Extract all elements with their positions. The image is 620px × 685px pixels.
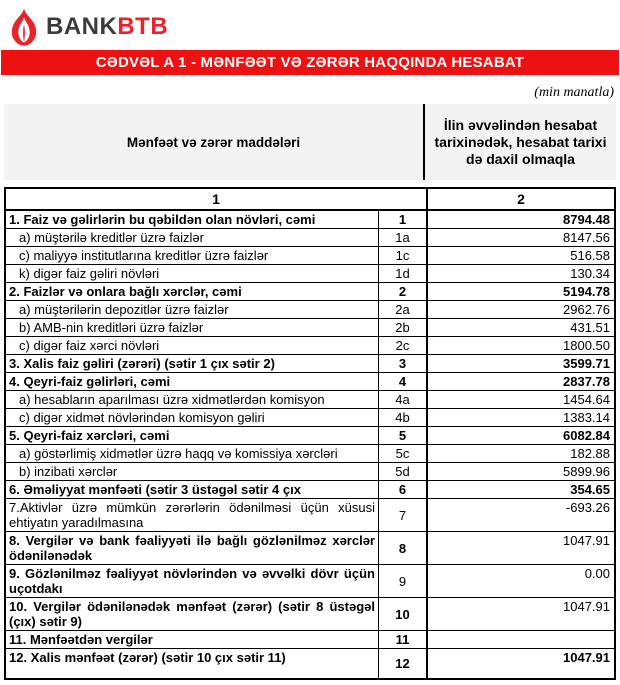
row-value: 354.65 <box>426 481 614 498</box>
row-label: 3. Xalis faiz gəliri (zərəri) (sətir 1 çıx sətir 2) <box>9 356 275 371</box>
logo-bank-word: BANK <box>46 13 118 40</box>
row-value: 431.51 <box>426 319 614 336</box>
row-number: 2a <box>378 301 426 318</box>
table-row <box>6 373 614 391</box>
row-value: 6082.84 <box>426 427 614 444</box>
table-row <box>6 445 614 463</box>
row-value: 1047.91 <box>426 532 614 564</box>
row-label: a) hesabların aparılması üzrə xidmətlərdən komisyon <box>19 392 325 407</box>
row-label: 8. Vergilər və bank fəaliyyəti ilə bağlı gözlənilməz xərclər ödənilənədək <box>9 533 375 563</box>
row-label: 10. Vergilər ödənilənədək mənfəət (zərər) (sətir 8 üstəgəl (çıx) sətir 9) <box>9 599 375 629</box>
row-value: 130.34 <box>426 265 614 282</box>
bank-logo-text <box>46 8 168 46</box>
row-number: 4 <box>378 373 426 390</box>
row-label: b) AMB-nin kreditləri üzrə faizlər <box>19 320 204 335</box>
row-value <box>426 631 614 648</box>
column-header-period: İlin əvvəlindən hesabat tarixinədək, hesabat tarixi də daxil olmaqla <box>423 104 616 180</box>
report-title: CƏDVƏL A 1 - MƏNFƏƏT VƏ ZƏRƏR HAQQINDA HESABAT <box>95 54 525 71</box>
flame-drop-icon <box>8 7 40 47</box>
table-row <box>6 355 614 373</box>
row-value: 1047.91 <box>426 649 614 678</box>
table-row <box>6 319 614 337</box>
table-row <box>6 211 614 229</box>
row-number: 8 <box>378 532 426 564</box>
table-row <box>6 283 614 301</box>
row-number: 2b <box>378 319 426 336</box>
row-number: 5d <box>378 463 426 480</box>
row-number: 6 <box>378 481 426 498</box>
row-number: 11 <box>378 631 426 648</box>
index-row <box>6 189 614 211</box>
row-label: c) digər xidmət növlərindən komisyon gəliri <box>19 410 265 425</box>
row-value: -693.26 <box>426 499 614 531</box>
row-number: 9 <box>378 565 426 597</box>
row-number: 5c <box>378 445 426 462</box>
row-number: 1 <box>378 211 426 228</box>
row-label: a) göstərlimiş xidmətlər üzrə haqq və komissiya xərcləri <box>19 446 338 461</box>
row-label: 6. Əməliyyat mənfəəti (sətir 3 üstəgəl sətir 4 çıx <box>9 482 301 497</box>
table-row <box>6 229 614 247</box>
row-number: 1c <box>378 247 426 264</box>
row-label: 12. Xalis mənfəət (zərər) (sətir 10 çıx sətir 11) <box>9 650 286 665</box>
row-value: 5899.96 <box>426 463 614 480</box>
profit-loss-table <box>4 187 616 680</box>
row-value: 182.88 <box>426 445 614 462</box>
row-label: c) maliyyə institutlarına kreditlər üzrə faizlər <box>19 248 269 263</box>
row-number: 2 <box>378 283 426 300</box>
row-value: 5194.78 <box>426 283 614 300</box>
row-number: 5 <box>378 427 426 444</box>
table-row <box>6 301 614 319</box>
row-label: 7.Aktivlər üzrə mümkün zərərlərin ödənilməsi üçün xüsusi ehtiyatın yaradılmasına <box>9 500 375 530</box>
row-number: 12 <box>378 649 426 678</box>
row-label: 1. Faiz və gəlirlərin bu qəbildən olan növləri, cəmi <box>9 212 316 227</box>
row-number: 10 <box>378 598 426 630</box>
row-value: 1454.64 <box>426 391 614 408</box>
report-title-banner <box>1 50 619 75</box>
row-number: 4b <box>378 409 426 426</box>
row-value: 1800.50 <box>426 337 614 354</box>
table-row <box>6 463 614 481</box>
row-label: 9. Gözlənilməz fəaliyyət növlərindən və əvvəlki dövr üçün uçotdakı <box>9 566 375 596</box>
row-value: 2837.78 <box>426 373 614 390</box>
table-row <box>6 565 614 598</box>
row-number: 1a <box>378 229 426 246</box>
units-note: (min manatla) <box>534 85 614 100</box>
row-label: 5. Qeyri-faiz xərcləri, cəmi <box>9 428 170 443</box>
row-label: 4. Qeyri-faiz gəlirləri, cəmi <box>9 374 171 389</box>
table-column-headers <box>4 104 616 180</box>
row-label: k) digər faiz gəliri növləri <box>19 266 160 281</box>
table-rows <box>6 211 614 678</box>
table-row <box>6 598 614 631</box>
row-number: 3 <box>378 355 426 372</box>
row-label: c) digər faiz xərci növləri <box>19 338 160 353</box>
table-row <box>6 649 614 678</box>
row-label: 11. Mənfəətdən vergilər <box>9 632 153 647</box>
row-label: b) inzibati xərclər <box>19 464 118 479</box>
table-row <box>6 391 614 409</box>
row-value: 516.58 <box>426 247 614 264</box>
row-value: 2962.76 <box>426 301 614 318</box>
row-label: a) müştərilərin depozitlər üzrə faizlər <box>19 302 229 317</box>
row-number: 2c <box>378 337 426 354</box>
table-row <box>6 532 614 565</box>
index-col-2: 2 <box>426 189 614 209</box>
row-value: 3599.71 <box>426 355 614 372</box>
row-number: 7 <box>378 499 426 531</box>
table-row <box>6 409 614 427</box>
column-header-items: Mənfəət və zərər maddələri <box>126 134 301 150</box>
index-col-1: 1 <box>212 191 220 207</box>
table-row <box>6 247 614 265</box>
row-value: 1383.14 <box>426 409 614 426</box>
table-row <box>6 427 614 445</box>
bank-logo <box>8 8 620 46</box>
table-row <box>6 337 614 355</box>
row-value: 1047.91 <box>426 598 614 630</box>
row-number: 4a <box>378 391 426 408</box>
row-value: 8794.48 <box>426 211 614 228</box>
table-row <box>6 265 614 283</box>
table-row <box>6 631 614 649</box>
row-label: 2. Faizlər və onlara bağlı xərclər, cəmi <box>9 284 242 299</box>
row-value: 8147.56 <box>426 229 614 246</box>
row-label: a) müştərilə kreditlər üzrə faizlər <box>19 230 204 245</box>
logo-btb-word: BTB <box>117 13 169 40</box>
table-row <box>6 499 614 532</box>
table-row <box>6 481 614 499</box>
row-number: 1d <box>378 265 426 282</box>
row-value: 0.00 <box>426 565 614 597</box>
